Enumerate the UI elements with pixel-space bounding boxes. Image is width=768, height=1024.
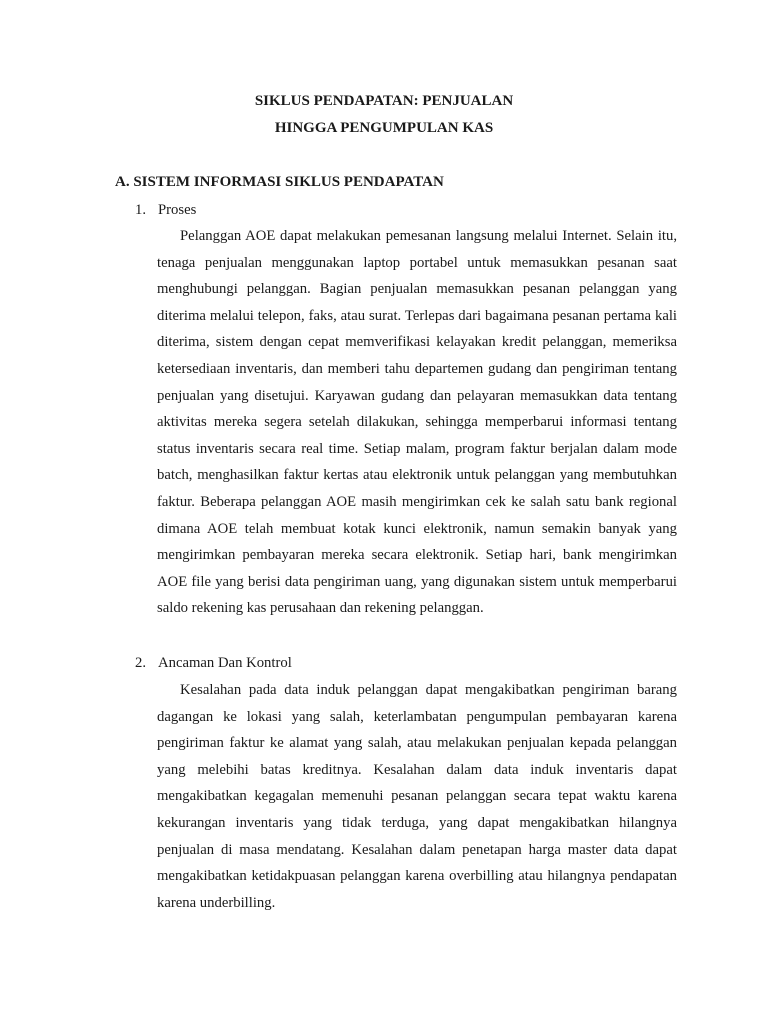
- list-item-number: 1.: [135, 202, 147, 218]
- paragraph-ancaman-dan-kontrol: Kesalahan pada data induk pelanggan dapat mengakibatkan pengiriman barang dagangan ke lokasi yang salah, keterlambatan pengumpulan pembayaran karena pengiriman faktur ke alamat yang salah, atau melakukan penjualan kepada pelanggan yang melebihi batas kreditnya. Kesalahan dalam data induk inventaris dapat mengakibatkan kegagalan memenuhi pesanan pelanggan secara tepat waktu karena kekurangan inventaris yang tidak terduga, yang dapat mengakibatkan hilangnya penjualan di masa mendatang. Kesalahan dalam penetapan harga master data dapat mengakibatkan ketidakpuasan pelanggan karena overbilling atau hilangnya pendapatan karena underbilling.: [157, 682, 677, 911]
- list-item-proses: [135, 201, 196, 219]
- list-item-number: 2.: [135, 655, 147, 671]
- document-title-line-1: SIKLUS PENDAPATAN: PENJUALAN: [254, 93, 514, 109]
- section-heading: A. SISTEM INFORMASI SIKLUS PENDAPATAN: [115, 174, 444, 190]
- list-item-label: Ancaman Dan Kontrol: [158, 655, 292, 671]
- document-title-line-2: HINGGA PENGUMPULAN KAS: [274, 120, 494, 136]
- list-item-ancaman-dan-kontrol: [135, 654, 292, 672]
- paragraph-proses: Pelanggan AOE dapat melakukan pemesanan langsung melalui Internet. Selain itu, tenaga penjualan menggunakan laptop portabel untuk memasukkan pesanan saat menghubungi pelanggan. Bagian penjualan memasukkan pesanan pelanggan yang diterima melalui telepon, faks, atau surat. Terlepas dari bagaimana pesanan pertama kali diterima, sistem dengan cepat memverifikasi kelayakan kredit pelanggan, memeriksa ketersediaan inventaris, dan memberi tahu departemen gudang dan pengiriman tentang penjualan yang disetujui. Karyawan gudang dan pelayaran memasukkan data tentang aktivitas mereka segera setelah dilakukan, sehingga memperbarui informasi tentang status inventaris secara real time. Setiap malam, program faktur berjalan dalam mode batch, menghasilkan faktur kertas atau elektronik untuk pelanggan yang membutuhkan faktur. Beberapa pelanggan AOE masih mengirimkan cek ke salah satu bank regional dimana AOE telah membuat kotak kunci elektronik, namun semakin banyak yang mengirimkan pembayaran mereka secara elektronik. Setiap hari, bank mengirimkan AOE file yang berisi data pengiriman uang, yang digunakan sistem untuk memperbarui saldo rekening kas perusahaan dan rekening pelanggan.: [157, 228, 677, 617]
- list-item-label: Proses: [158, 202, 197, 218]
